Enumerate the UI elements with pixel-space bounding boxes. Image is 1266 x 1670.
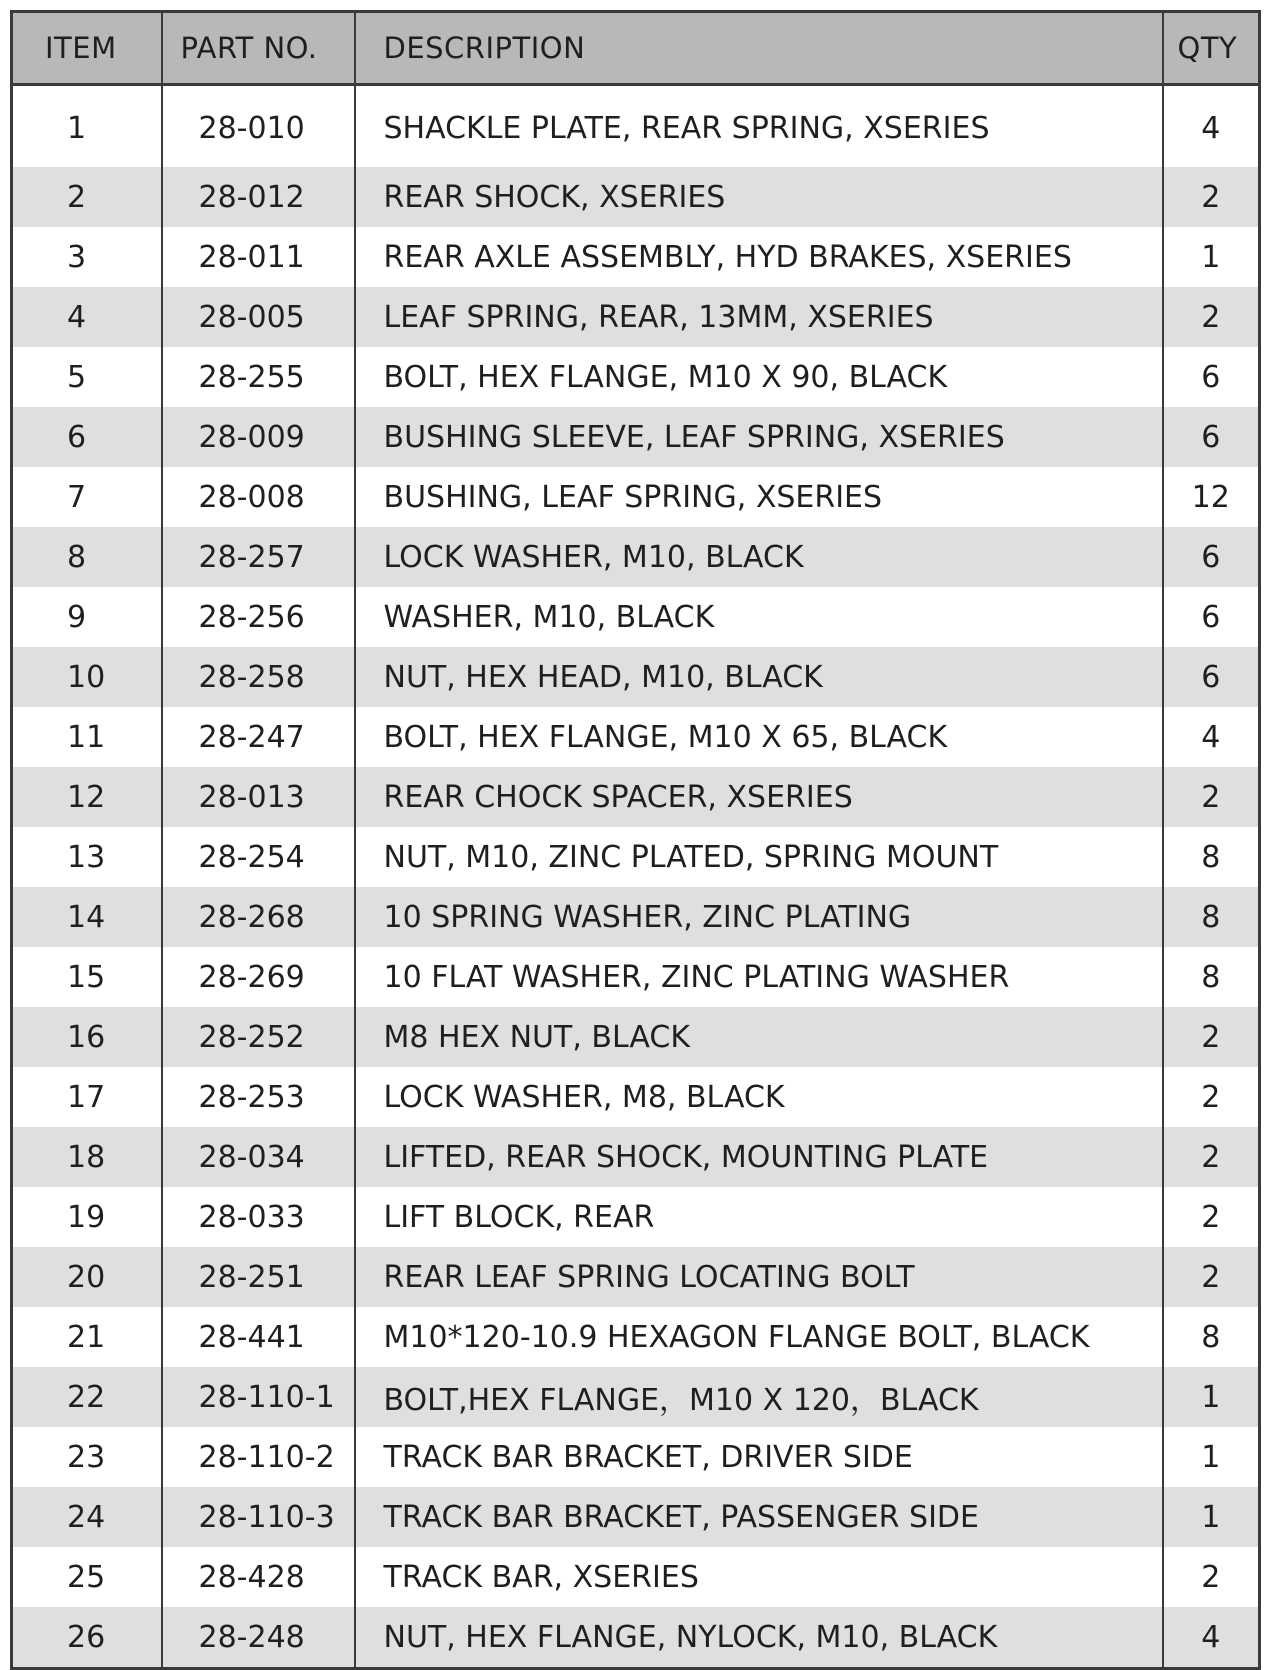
part-number-cell: 28-005: [162, 287, 355, 347]
item-number-cell: 6: [12, 407, 162, 467]
item-number-cell: 20: [12, 1247, 162, 1307]
item-number-cell: 1: [12, 85, 162, 168]
part-number-cell: 28-248: [162, 1607, 355, 1669]
description-cell: 10 FLAT WASHER, ZINC PLATING WASHER: [355, 947, 1163, 1007]
quantity-cell: 4: [1163, 707, 1260, 767]
table-row: [12, 1427, 1260, 1487]
quantity-cell: 6: [1163, 587, 1260, 647]
table-row: [12, 407, 1260, 467]
header-description: DESCRIPTION: [355, 12, 1163, 85]
table-row: [12, 347, 1260, 407]
description-cell: M10*120-10.9 HEXAGON FLANGE BOLT, BLACK: [355, 1307, 1163, 1367]
description-cell: SHACKLE PLATE, REAR SPRING, XSERIES: [355, 85, 1163, 168]
part-number-cell: 28-011: [162, 227, 355, 287]
table-row: [12, 227, 1260, 287]
part-number-cell: 28-428: [162, 1547, 355, 1607]
item-number-cell: 22: [12, 1367, 162, 1427]
part-number-cell: 28-247: [162, 707, 355, 767]
table-row: [12, 1067, 1260, 1127]
description-cell: BOLT, HEX FLANGE, M10 X 90, BLACK: [355, 347, 1163, 407]
description-cell: BOLT,HEX FLANGE，M10 X 120，BLACK: [355, 1367, 1163, 1427]
quantity-cell: 1: [1163, 227, 1260, 287]
quantity-cell: 2: [1163, 1247, 1260, 1307]
quantity-cell: 6: [1163, 407, 1260, 467]
header-item: ITEM: [12, 12, 162, 85]
quantity-cell: 6: [1163, 347, 1260, 407]
item-number-cell: 8: [12, 527, 162, 587]
item-number-cell: 26: [12, 1607, 162, 1669]
item-number-cell: 7: [12, 467, 162, 527]
table-header: [12, 12, 1260, 85]
description-cell: 10 SPRING WASHER, ZINC PLATING: [355, 887, 1163, 947]
quantity-cell: 2: [1163, 287, 1260, 347]
quantity-cell: 2: [1163, 167, 1260, 227]
part-number-cell: 28-110-3: [162, 1487, 355, 1547]
table-row: [12, 827, 1260, 887]
parts-table: [10, 10, 1261, 1670]
item-number-cell: 3: [12, 227, 162, 287]
table-row: [12, 887, 1260, 947]
item-number-cell: 16: [12, 1007, 162, 1067]
item-number-cell: 13: [12, 827, 162, 887]
part-number-cell: 28-253: [162, 1067, 355, 1127]
part-number-cell: 28-254: [162, 827, 355, 887]
item-number-cell: 14: [12, 887, 162, 947]
description-cell: TRACK BAR BRACKET, PASSENGER SIDE: [355, 1487, 1163, 1547]
table-row: [12, 1307, 1260, 1367]
item-number-cell: 2: [12, 167, 162, 227]
part-number-cell: 28-034: [162, 1127, 355, 1187]
description-cell: LIFT BLOCK, REAR: [355, 1187, 1163, 1247]
part-number-cell: 28-252: [162, 1007, 355, 1067]
description-cell: REAR CHOCK SPACER, XSERIES: [355, 767, 1163, 827]
table-row: [12, 1127, 1260, 1187]
part-number-cell: 28-269: [162, 947, 355, 1007]
quantity-cell: 1: [1163, 1487, 1260, 1547]
table-row: [12, 85, 1260, 168]
quantity-cell: 2: [1163, 1547, 1260, 1607]
description-cell: LEAF SPRING, REAR, 13MM, XSERIES: [355, 287, 1163, 347]
part-number-cell: 28-012: [162, 167, 355, 227]
part-number-cell: 28-013: [162, 767, 355, 827]
table-row: [12, 947, 1260, 1007]
description-cell: REAR SHOCK, XSERIES: [355, 167, 1163, 227]
table-row: [12, 1187, 1260, 1247]
description-cell: NUT, HEX FLANGE, NYLOCK, M10, BLACK: [355, 1607, 1163, 1669]
quantity-cell: 4: [1163, 85, 1260, 168]
part-number-cell: 28-009: [162, 407, 355, 467]
table-row: [12, 1367, 1260, 1427]
description-cell: TRACK BAR, XSERIES: [355, 1547, 1163, 1607]
item-number-cell: 15: [12, 947, 162, 1007]
table-row: [12, 167, 1260, 227]
table-row: [12, 467, 1260, 527]
description-cell: BOLT, HEX FLANGE, M10 X 65, BLACK: [355, 707, 1163, 767]
quantity-cell: 2: [1163, 1067, 1260, 1127]
table-body: [12, 85, 1260, 1669]
table-row: [12, 1487, 1260, 1547]
description-cell: BUSHING SLEEVE, LEAF SPRING, XSERIES: [355, 407, 1163, 467]
table-row: [12, 767, 1260, 827]
quantity-cell: 2: [1163, 1007, 1260, 1067]
part-number-cell: 28-110-1: [162, 1367, 355, 1427]
quantity-cell: 4: [1163, 1607, 1260, 1669]
part-number-cell: 28-110-2: [162, 1427, 355, 1487]
header-qty: QTY: [1163, 12, 1260, 85]
part-number-cell: 28-251: [162, 1247, 355, 1307]
table-row: [12, 587, 1260, 647]
table-row: [12, 527, 1260, 587]
part-number-cell: 28-256: [162, 587, 355, 647]
part-number-cell: 28-033: [162, 1187, 355, 1247]
quantity-cell: 8: [1163, 887, 1260, 947]
quantity-cell: 2: [1163, 767, 1260, 827]
part-number-cell: 28-258: [162, 647, 355, 707]
part-number-cell: 28-257: [162, 527, 355, 587]
item-number-cell: 18: [12, 1127, 162, 1187]
table-row: [12, 647, 1260, 707]
item-number-cell: 11: [12, 707, 162, 767]
item-number-cell: 9: [12, 587, 162, 647]
quantity-cell: 2: [1163, 1127, 1260, 1187]
item-number-cell: 19: [12, 1187, 162, 1247]
description-cell: NUT, M10, ZINC PLATED, SPRING MOUNT: [355, 827, 1163, 887]
table-row: [12, 1247, 1260, 1307]
part-number-cell: 28-255: [162, 347, 355, 407]
description-cell: BUSHING, LEAF SPRING, XSERIES: [355, 467, 1163, 527]
item-number-cell: 17: [12, 1067, 162, 1127]
quantity-cell: 1: [1163, 1367, 1260, 1427]
quantity-cell: 8: [1163, 947, 1260, 1007]
item-number-cell: 21: [12, 1307, 162, 1367]
description-cell: REAR LEAF SPRING LOCATING BOLT: [355, 1247, 1163, 1307]
description-cell: REAR AXLE ASSEMBLY, HYD BRAKES, XSERIES: [355, 227, 1163, 287]
item-number-cell: 23: [12, 1427, 162, 1487]
table-row: [12, 1547, 1260, 1607]
item-number-cell: 24: [12, 1487, 162, 1547]
description-cell: WASHER, M10, BLACK: [355, 587, 1163, 647]
item-number-cell: 4: [12, 287, 162, 347]
part-number-cell: 28-441: [162, 1307, 355, 1367]
quantity-cell: 6: [1163, 647, 1260, 707]
quantity-cell: 8: [1163, 827, 1260, 887]
quantity-cell: 8: [1163, 1307, 1260, 1367]
table-row: [12, 1607, 1260, 1669]
part-number-cell: 28-268: [162, 887, 355, 947]
header-part-no: PART NO.: [162, 12, 355, 85]
quantity-cell: 6: [1163, 527, 1260, 587]
quantity-cell: 2: [1163, 1187, 1260, 1247]
item-number-cell: 25: [12, 1547, 162, 1607]
header-row: [12, 12, 1260, 85]
table-row: [12, 1007, 1260, 1067]
description-cell: LOCK WASHER, M8, BLACK: [355, 1067, 1163, 1127]
description-cell: LIFTED, REAR SHOCK, MOUNTING PLATE: [355, 1127, 1163, 1187]
description-cell: TRACK BAR BRACKET, DRIVER SIDE: [355, 1427, 1163, 1487]
part-number-cell: 28-008: [162, 467, 355, 527]
part-number-cell: 28-010: [162, 85, 355, 168]
quantity-cell: 1: [1163, 1427, 1260, 1487]
description-cell: LOCK WASHER, M10, BLACK: [355, 527, 1163, 587]
quantity-cell: 12: [1163, 467, 1260, 527]
item-number-cell: 5: [12, 347, 162, 407]
table-row: [12, 287, 1260, 347]
item-number-cell: 10: [12, 647, 162, 707]
table-row: [12, 707, 1260, 767]
description-cell: M8 HEX NUT, BLACK: [355, 1007, 1163, 1067]
description-cell: NUT, HEX HEAD, M10, BLACK: [355, 647, 1163, 707]
item-number-cell: 12: [12, 767, 162, 827]
